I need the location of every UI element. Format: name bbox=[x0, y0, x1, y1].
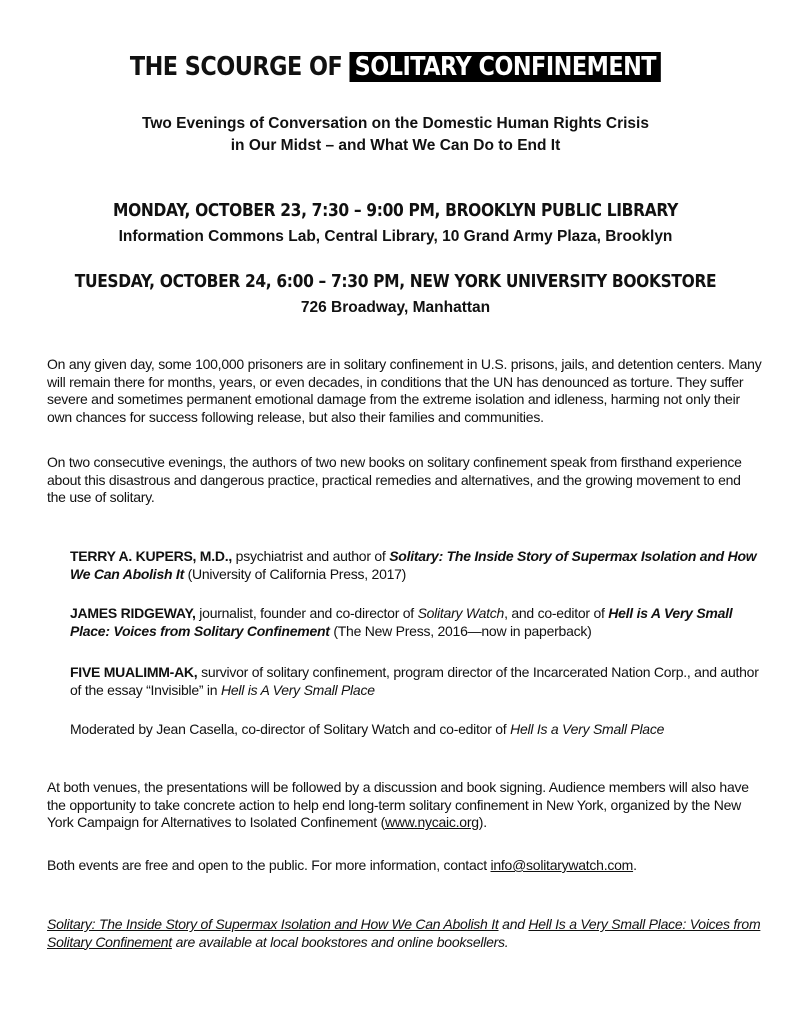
speaker-name: FIVE MUALIMM-AK, bbox=[70, 664, 198, 680]
speaker-desc: psychiatrist and author of bbox=[232, 548, 390, 564]
title-plain: THE SCOURGE OF bbox=[129, 52, 343, 82]
book-title: Hell Is a Very Small Place bbox=[510, 721, 665, 737]
event-2-heading: TUESDAY, OCTOBER 24, 6:00 – 7:30 PM, NEW YORK UNIVERSITY BOOKSTORE bbox=[74, 271, 717, 292]
book-title: Solitary: The Inside Story of Supermax Isolation and How We Can Abolish It bbox=[70, 548, 757, 582]
page-title bbox=[55, 47, 735, 87]
speaker-name: JAMES RIDGEWAY, bbox=[70, 605, 196, 621]
book-title-solitary: Solitary: The Inside Story of Supermax Isolation and How We Can Abolish It bbox=[47, 916, 499, 932]
title-highlight: SOLITARY CONFINEMENT bbox=[349, 52, 661, 82]
and-text: and bbox=[498, 916, 529, 932]
free-end: . bbox=[633, 857, 637, 873]
speaker-ridgeway bbox=[70, 605, 760, 640]
speaker-desc: (The New Press, 2016—now in paperback) bbox=[329, 622, 592, 639]
venues-end: ). bbox=[478, 814, 487, 831]
moderator-text: Moderated by Jean Casella, co-director of Solitary Watch and co-editor of bbox=[70, 721, 511, 737]
book-title-hell: Hell Is a Very Small Place: Voices from Solitary Confinement bbox=[47, 916, 761, 950]
venues-text: At both venues, the presentations will be followed by a discussion and book signing. Audience members will also have the opportunity to take concrete action to help end long-term solitary confinement in New York, organized by the New York Campaign for Alternatives to Isolated Confinement ( bbox=[47, 779, 749, 831]
speaker-desc: (University of California Press, 2017) bbox=[183, 565, 407, 582]
speaker-mualimm-ak bbox=[70, 664, 760, 699]
speaker-desc: survivor of solitary confinement, program director of the Incarcerated Nation Corp., and author of the essay “Invisible” in bbox=[70, 664, 759, 698]
free-events-paragraph bbox=[47, 857, 762, 875]
subtitle-line-1: Two Evenings of Conversation on the Domestic Human Rights Crisis bbox=[142, 115, 649, 132]
venues-paragraph bbox=[47, 779, 762, 832]
speaker-kupers bbox=[70, 548, 760, 583]
speaker-desc: , and co-editor of bbox=[504, 605, 609, 621]
availability-end: are available at local bookstores and online booksellers. bbox=[171, 933, 509, 950]
event-1-location: Information Commons Lab, Central Library, 10 Grand Army Plaza, Brooklyn bbox=[118, 228, 673, 245]
moderator bbox=[70, 721, 760, 739]
org-name: Solitary Watch bbox=[417, 605, 505, 621]
event-2-location: 726 Broadway, Manhattan bbox=[300, 299, 491, 316]
free-text: Both events are free and open to the public. For more information, contact bbox=[47, 857, 491, 873]
subtitle bbox=[0, 113, 791, 157]
intro-paragraph-2: On two consecutive evenings, the authors of two new books on solitary confinement speak from firsthand experience about this disastrous and dangerous practice, practical remedies and alternatives, and the growing movement to end the use of solitary. bbox=[47, 454, 742, 506]
availability-note bbox=[47, 916, 762, 951]
speaker-name: TERRY A. KUPERS, M.D., bbox=[70, 548, 233, 564]
subtitle-line-2: in Our Midst – and What We Can Do to End It bbox=[230, 137, 561, 154]
event-1-heading: MONDAY, OCTOBER 23, 7:30 – 9:00 PM, BROOKLYN PUBLIC LIBRARY bbox=[113, 200, 678, 221]
nycaic-link[interactable]: www.nycaic.org bbox=[385, 814, 479, 831]
book-title: Hell is A Very Small Place: Voices from Solitary Confinement bbox=[70, 605, 733, 639]
contact-email-link[interactable]: info@solitarywatch.com bbox=[490, 857, 634, 873]
speaker-desc: journalist, founder and co-director of bbox=[195, 605, 418, 621]
intro-paragraph-1: On any given day, some 100,000 prisoners are in solitary confinement in U.S. prisons, jails, and detention centers. Many will remain there for months, years, or even decades, in conditions that the UN has denounced as torture. They suffer severe and sometimes permanent emotional damage from the extreme isolation and idleness, harming not only their own chances for success following release, but also their families and communities. bbox=[47, 356, 762, 425]
book-title: Hell is A Very Small Place bbox=[220, 681, 375, 698]
